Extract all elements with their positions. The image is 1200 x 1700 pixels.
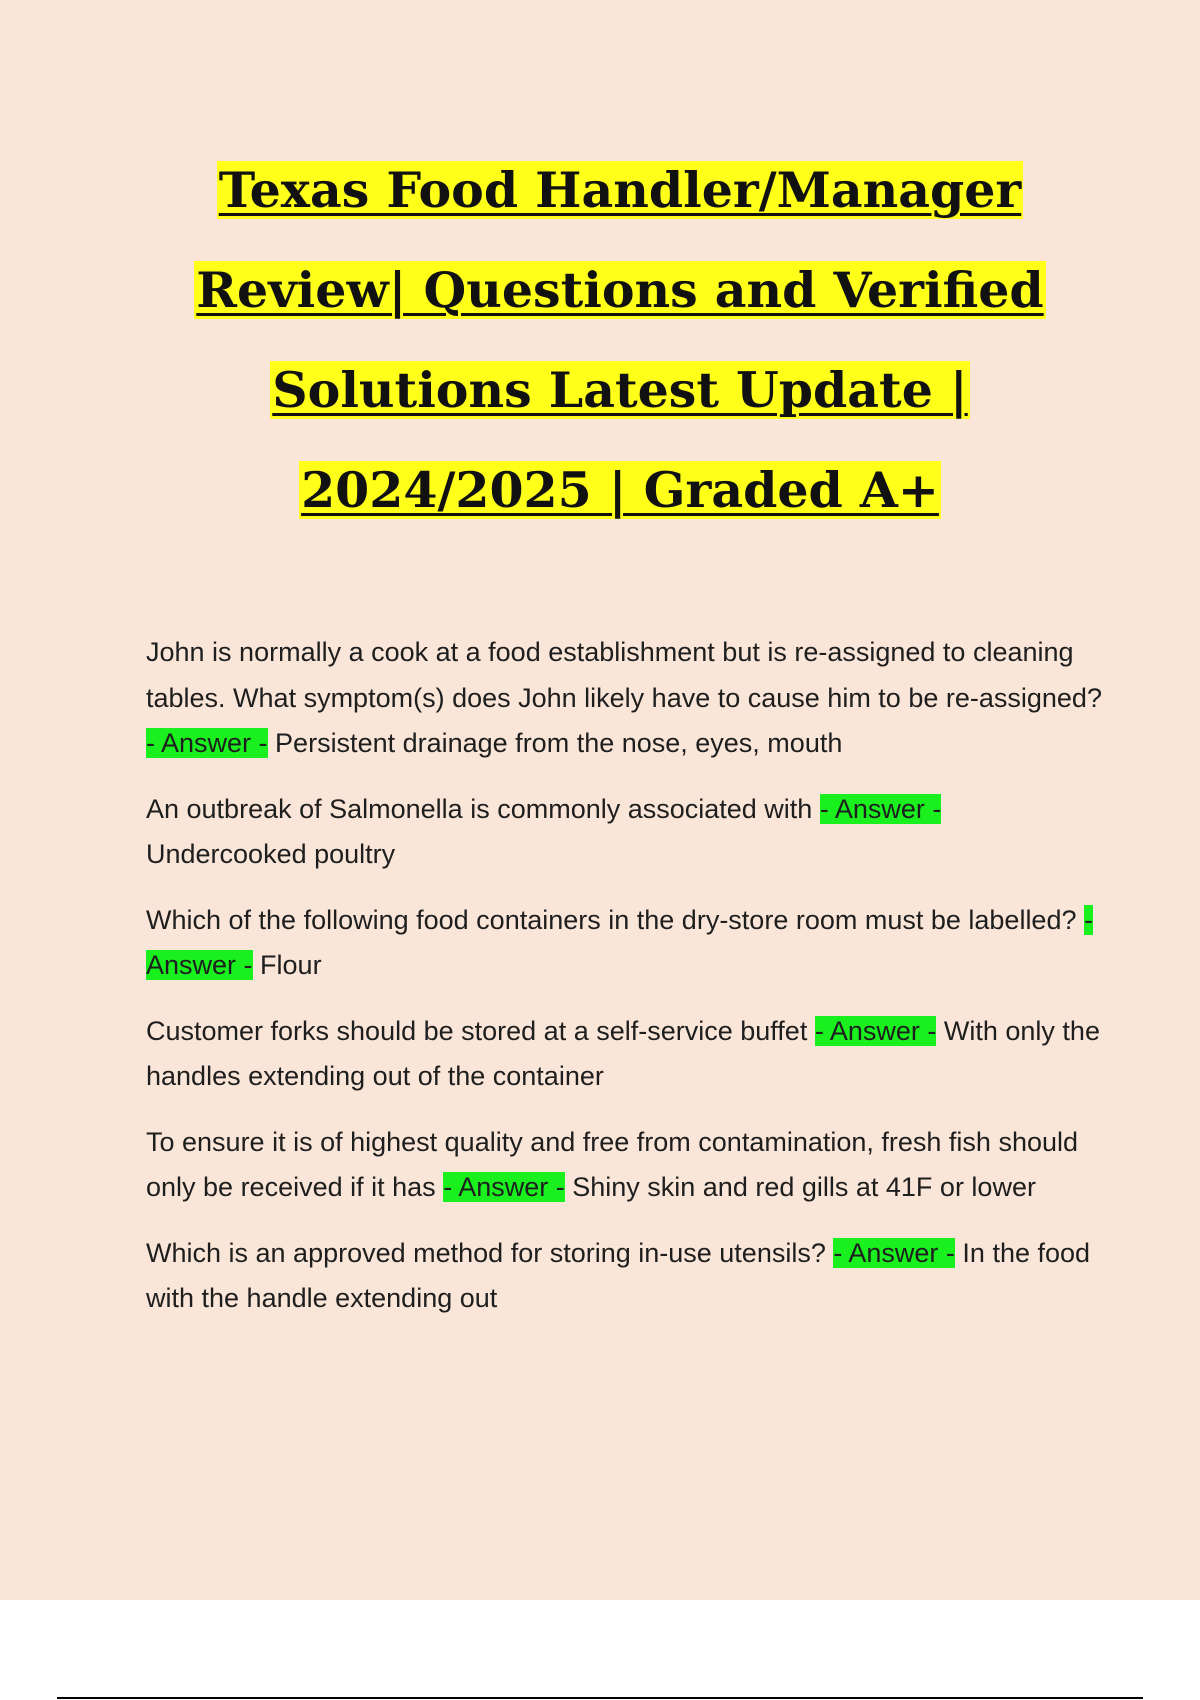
answer-text: Undercooked poultry bbox=[146, 839, 396, 869]
title-line bbox=[130, 440, 1110, 540]
title-line-text: Review| Questions and Verified bbox=[196, 261, 1044, 319]
title-line-text: 2024/2025 | Graded A+ bbox=[301, 461, 939, 519]
qa-item bbox=[146, 898, 1106, 989]
title-line-text: Solutions Latest Update | bbox=[272, 361, 968, 419]
question-text: To ensure it is of highest quality and free from contamination, fresh fish should only be received if it has bbox=[146, 1126, 1079, 1202]
answer-tag: - Answer - bbox=[146, 728, 268, 758]
title-line-text: Texas Food Handler/Manager bbox=[218, 161, 1022, 219]
title-line bbox=[130, 140, 1110, 240]
question-text: Which is an approved method for storing in-use utensils? bbox=[146, 1237, 826, 1268]
title-line bbox=[130, 340, 1110, 440]
qa-item bbox=[146, 787, 1106, 878]
qa-item bbox=[146, 1231, 1106, 1322]
answer-tag: - Answer - bbox=[833, 1237, 955, 1268]
answer-tag: - Answer - bbox=[443, 1172, 565, 1202]
bottom-divider bbox=[57, 1697, 1143, 1699]
title-line bbox=[130, 240, 1110, 340]
answer-tag: - Answer - bbox=[819, 793, 942, 824]
answer-tag: - Answer - bbox=[814, 1015, 937, 1046]
document-title bbox=[130, 140, 1110, 540]
answer-text: With only the handles extending out of the container bbox=[146, 1015, 1100, 1091]
question-text: An outbreak of Salmonella is commonly associated with bbox=[146, 793, 813, 824]
question-text: Customer forks should be stored at a self-service buffet bbox=[146, 1015, 808, 1046]
qa-item bbox=[146, 630, 1106, 767]
question-text: Which of the following food containers in the dry-store room must be labelled? bbox=[146, 904, 1077, 935]
answer-text: Flour bbox=[260, 950, 322, 980]
qa-list bbox=[146, 630, 1106, 1342]
qa-item bbox=[146, 1009, 1106, 1100]
answer-tag: - Answer - bbox=[146, 904, 1094, 980]
qa-item bbox=[146, 1120, 1106, 1211]
question-text: John is normally a cook at a food establishment but is re-assigned to cleaning tables. What symptom(s) does John likely have to cause him to be re-assigned? bbox=[146, 637, 1102, 713]
answer-text: Shiny skin and red gills at 41F or lower bbox=[572, 1172, 1036, 1202]
answer-text: In the food with the handle extending out bbox=[146, 1237, 1091, 1313]
answer-text: Persistent drainage from the nose, eyes, mouth bbox=[275, 728, 843, 758]
